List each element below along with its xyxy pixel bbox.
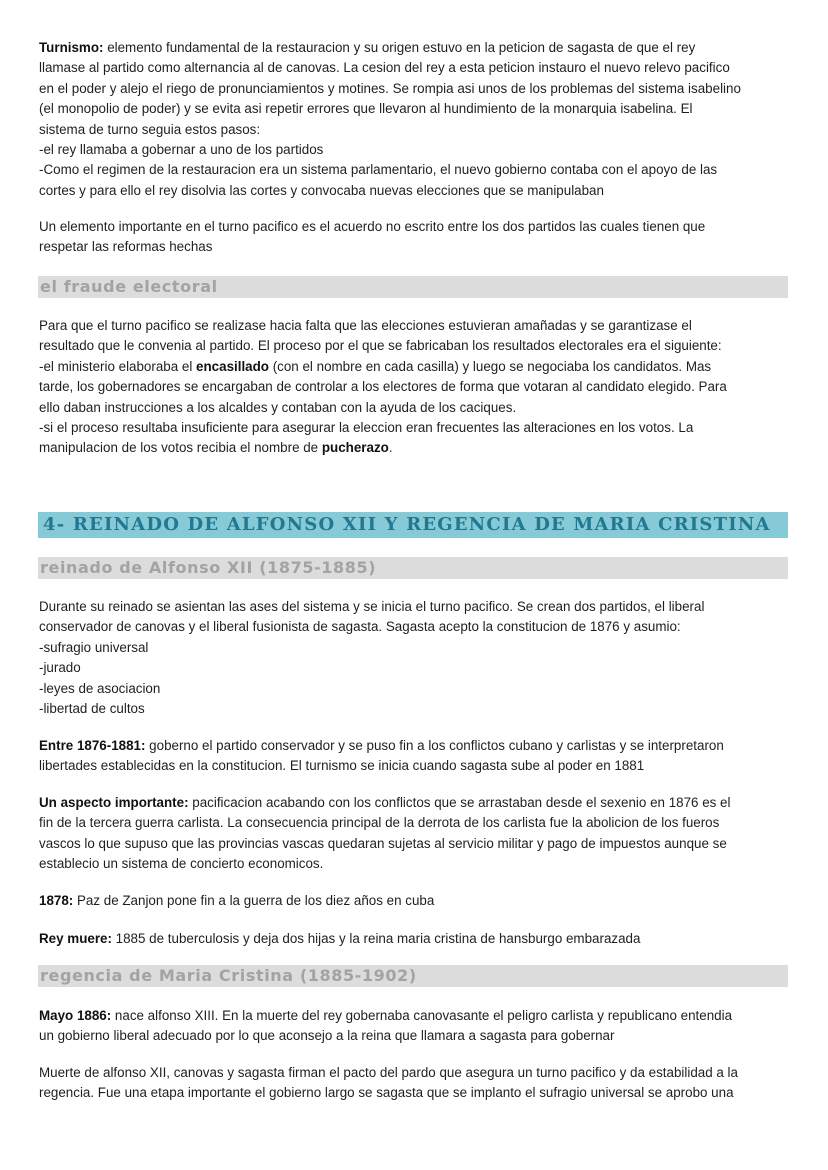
reinado-paragraph: Durante su reinado se asientan las ases del sistema y se inicia el turno pacifico. Se crean dos partidos, el liberal conservador de canovas y el liberal fusionista de sagasta. Sagasta acepto la constitucion de 1876 y asumio: -sufragio universal -jurado -leyes de asociacion -libertad de cultos (39, 599, 705, 717)
mayo-label: Mayo 1886: (39, 1008, 112, 1023)
aspecto-label: Un aspecto importante: (39, 795, 189, 810)
acuerdo-paragraph: Un elemento importante en el turno pacifico es el acuerdo no escrito entre los dos partidos las cuales tienen que respetar las reformas hechas (39, 219, 706, 255)
entre-label: Entre 1876-1881: (39, 738, 146, 753)
turnismo-paragraph: Turnismo: elemento fundamental de la restauracion y su origen estuvo en la peticion de sagasta de que el rey llamase al partido como alternancia al de canovas. La cesion del rey a esta peticion instauro el nuevo relevo pacifico en el poder y alejo el riego de pronunciamientos y motines. Se rompia asi unos de los problemas del sistema isabelino (el monopolio de poder) y se evita asi repetir errores que llevaron al hundimiento de la monarquia isabelina. El sistema de turno seguia estos pasos: -el rey llamaba a gobernar a uno de los partidos -Como el regimen de la restauracion era un sistema parlamentario, el nuevo gobierno contaba con el apoyo de las cortes y para ello el rey disolvia las cortes y convocaba nuevas elecciones que se manipulaban (39, 40, 741, 198)
encasillado-term: encasillado (196, 358, 269, 374)
muerte-paragraph: Muerte de alfonso XII, canovas y sagasta firman el pacto del pardo que asegura un turno pacifico y da estabilidad a la regencia. Fue una etapa importante el gobierno largo se sagasta que se implanto el sufragio universal se aprobo una (39, 1065, 738, 1101)
section-4-heading: 4- REINADO DE ALFONSO XII Y REGENCIA DE MARIA CRISTINA (38, 512, 788, 538)
turnismo-label: Turnismo: (39, 40, 104, 55)
regencia-heading: regencia de Maria Cristina (1885-1902) (38, 965, 788, 987)
year-1878-paragraph: 1878: Paz de Zanjon pone fin a la guerra de los diez años en cuba (39, 893, 435, 908)
aspecto-paragraph: Un aspecto importante: pacificacion acabando con los conflictos que se arrastaban desde el sexenio en 1876 es el fin de la tercera guerra carlista. La consecuencia principal de la derrota de los carlista fue la abolicion de los fueros vascos lo que supuso que las provincias vascas quedaran sujetas al servicio militar y pago de impuestos aunque se establecio un sistema de concierto economicos. (39, 795, 731, 872)
entre-paragraph: Entre 1876-1881: goberno el partido conservador y se puso fin a los conflictos cubano y carlistas y se interpretaron libertades establecidas en la constitucion. El turnismo se inicia cuando sagasta sube al poder en 1881 (39, 738, 724, 774)
fraude-heading: el fraude electoral (38, 276, 788, 298)
reinado-heading: reinado de Alfonso XII (1875-1885) (38, 557, 788, 579)
rey-muere-label: Rey muere: (39, 931, 112, 946)
year-1878-label: 1878: (39, 893, 74, 908)
mayo-paragraph: Mayo 1886: nace alfonso XIII. En la muerte del rey gobernaba canovasante el peligro carlista y republicano entendia un gobierno liberal adecuado por lo que aconsejo a la reina que llamara a sagasta para gobernar (39, 1008, 733, 1044)
rey-muere-paragraph: Rey muere: 1885 de tuberculosis y deja dos hijas y la reina maria cristina de hansburgo embarazada (39, 931, 641, 946)
pucherazo-term: pucherazo (321, 440, 389, 456)
fraude-paragraph: Para que el turno pacifico se realizase hacia falta que las elecciones estuvieran amañadas y se garantizase el resultado que le convenia al partido. El proceso por el que se fabricaban los resultados electorales era el siguiente: -el ministerio elaboraba el encasillado (con el nombre en cada casilla) y luego se negociaba los candidatos. Mas tarde, los gobernadores se encargaban de controlar a los electores de forma que votaran al candidato elegido. Para ello daban instrucciones a los alcaldes y contaban con la ayuda de los caciques. -si el proceso resultaba insuficiente para asegurar la eleccion eran frecuentes las alteraciones en los votos. La manipulacion de los votos recibia el nombre de pucherazo. (39, 318, 727, 456)
